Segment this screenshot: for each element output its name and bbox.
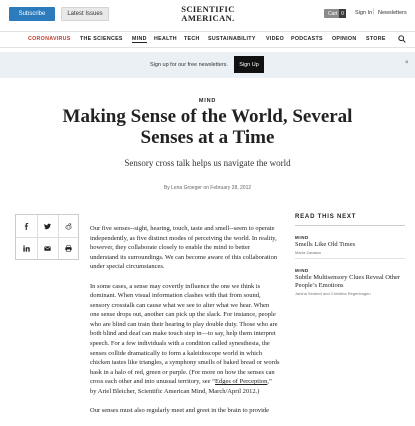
- nav-item-health[interactable]: HEALTH: [154, 36, 177, 42]
- nav-item-tech[interactable]: TECH: [184, 36, 200, 42]
- share-toolbar: [15, 214, 79, 260]
- related-article[interactable]: [295, 268, 405, 296]
- nav-item-mind[interactable]: MIND: [132, 36, 147, 43]
- nav-item-the-sciences[interactable]: THE SCIENCES: [80, 36, 123, 42]
- article-title: Making Sense of the World, Several Senses at a Time: [60, 106, 355, 148]
- cart-button[interactable]: [324, 9, 346, 18]
- share-facebook-button[interactable]: [16, 215, 37, 237]
- print-icon: [65, 245, 72, 252]
- twitter-icon: [44, 223, 51, 230]
- related-article-category: MIND: [295, 268, 405, 273]
- article-subtitle: Sensory cross talk helps us navigate the world: [0, 158, 415, 168]
- nav-item-video[interactable]: VIDEO: [266, 36, 284, 42]
- subscribe-button[interactable]: Subscribe: [9, 7, 55, 21]
- related-article-title[interactable]: Smells Like Old Times: [295, 241, 405, 249]
- close-icon[interactable]: ×: [405, 60, 409, 66]
- sign-in-link[interactable]: Sign In: [355, 10, 372, 16]
- cart-label: Cart: [328, 11, 337, 17]
- related-article-category: MIND: [295, 235, 405, 240]
- share-reddit-button[interactable]: [58, 215, 79, 237]
- nav-item-coronavirus[interactable]: CORONAVIRUS: [28, 36, 71, 42]
- email-icon: [44, 245, 51, 252]
- paragraph-text: In some cases, a sense may covertly influence the one we think is dominant. When visual information clashes with that from sound, sensory crosstalk can cause what we see to alter what we hear. When one sense drops out, another can pick up the slack. For instance, people who are blind can train their hearing to play double duty. Those who are both blind and deaf can make touch step in—to say, help them interpret speech. For a few individuals with a condition called synesthesia, the senses collide dramatically to form a kaleidoscope world in which chicken tastes like triangles, a symphony smells of baked bread or words bask in a halo of red, green or purple. (For more on how the senses can cross each other and into unusual territory, see “: [90, 283, 280, 385]
- share-linkedin-button[interactable]: [16, 237, 37, 259]
- nav-item-podcasts[interactable]: PODCASTS: [291, 36, 323, 42]
- newsletter-signup-band: [0, 52, 415, 78]
- article-paragraph: Our five senses--sight, hearing, touch, taste and smell--seem to operate independently, as five distinct modes of perceiving the world. In reality, however, they collaborate closely to enable the mind to better understand its surroundings. We can become aware of this collaboration under special circumstances.: [90, 224, 280, 272]
- cart-count-badge: 0: [339, 9, 346, 18]
- read-this-next-panel: [295, 214, 405, 296]
- newsletter-prompt: Sign up for our free newsletters.: [150, 62, 228, 68]
- main-nav: [0, 31, 415, 48]
- sign-up-button[interactable]: Sign Up: [234, 56, 264, 73]
- linkedin-icon: [23, 245, 30, 252]
- nav-item-store[interactable]: STORE: [366, 36, 386, 42]
- nav-item-sustainability[interactable]: SUSTAINABILITY: [208, 36, 256, 42]
- facebook-icon: [23, 223, 30, 230]
- related-article-title[interactable]: Subtle Multisensory Clues Reveal Other People’s Emotions: [295, 274, 405, 290]
- top-bar: [0, 0, 415, 30]
- paragraph-text: ,” by Ariel Bleicher, Scientific American Mind, March/April 2012.): [90, 378, 272, 395]
- share-twitter-button[interactable]: [37, 215, 58, 237]
- site-logo[interactable]: [175, 5, 241, 22]
- related-article[interactable]: [295, 235, 405, 259]
- share-email-button[interactable]: [37, 237, 58, 259]
- article-paragraph: [90, 282, 280, 397]
- article-paragraph: Our senses must also regularly meet and greet in the brain to provide: [90, 406, 280, 416]
- nav-item-opinion[interactable]: OPINION: [332, 36, 356, 42]
- newsletters-link[interactable]: Newsletters: [378, 10, 407, 16]
- latest-issues-button[interactable]: Latest Issues: [61, 7, 109, 21]
- article-byline: By Lena Groeger on February 28, 2012: [0, 185, 415, 191]
- logo-line-2: AMERICAN.: [175, 14, 241, 23]
- related-article-author: Janina Seubert and Christina Regenbogen: [295, 291, 405, 296]
- related-article-author: Marta Zaraska: [295, 250, 405, 255]
- share-print-button[interactable]: [58, 237, 79, 259]
- article-section-label[interactable]: MIND: [0, 98, 415, 104]
- separator: |: [373, 9, 375, 15]
- article-body: [90, 224, 280, 426]
- edges-of-perception-link[interactable]: Edges of Perception: [215, 378, 267, 385]
- logo-line-1: SCIENTIFIC: [175, 5, 241, 14]
- reddit-icon: [65, 223, 72, 230]
- search-icon[interactable]: [398, 35, 406, 43]
- read-this-next-heading: READ THIS NEXT: [295, 214, 405, 226]
